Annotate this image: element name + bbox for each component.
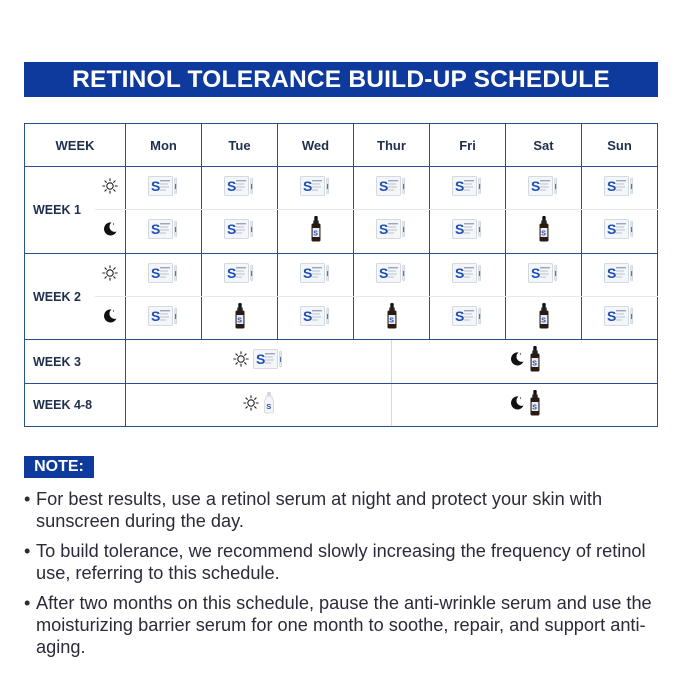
week-2-fri-night: [430, 297, 506, 340]
notes-list: [24, 488, 664, 666]
week-2-label: WEEK 2: [25, 254, 95, 340]
week-1-sat-night: [506, 210, 582, 254]
day-header-sun: Sun: [582, 124, 658, 167]
day-header-wed: Wed: [278, 124, 354, 167]
serum-bottle-icon: [234, 303, 246, 334]
svg-text:S: S: [150, 264, 160, 281]
week-1-thur-night: [354, 210, 430, 254]
svg-text:S: S: [531, 360, 537, 368]
day-header-fri: Fri: [430, 124, 506, 167]
svg-text:S: S: [606, 264, 616, 281]
week-4-8-routine: [126, 384, 658, 427]
sachet-icon: [604, 306, 636, 331]
week-2-sun-night: [582, 297, 658, 340]
week-1-night-row: [25, 210, 658, 254]
svg-text:S: S: [530, 177, 540, 194]
svg-text:S: S: [265, 401, 271, 411]
sachet-icon: [528, 176, 560, 201]
list-item: • For best results, use a retinol serum at night and protect your skin with sunscreen during the day.: [24, 489, 603, 531]
sun-icon-cell: [95, 254, 126, 297]
day-header-thur: Thur: [354, 124, 430, 167]
sachet-icon: [148, 176, 180, 201]
svg-text:S: S: [454, 307, 464, 324]
week-3-day-product: [253, 349, 285, 374]
week-1-wed-day: [278, 167, 354, 210]
sachet-icon: [376, 263, 408, 288]
svg-text:S: S: [540, 230, 546, 238]
week-4-8-night: [392, 384, 657, 426]
week-2-night-row: [25, 297, 658, 340]
week-3-night: [392, 340, 657, 383]
week-1-tue-night: [202, 210, 278, 254]
week-2-thur-day: [354, 254, 430, 297]
svg-text:S: S: [540, 317, 546, 324]
week-3-label: WEEK 3: [25, 340, 126, 384]
week-1-mon-day: [126, 167, 202, 210]
svg-text:S: S: [454, 177, 464, 194]
week-4-8-night-product: [529, 390, 541, 421]
week-1-sun-day: [582, 167, 658, 210]
sachet-icon: [452, 219, 484, 244]
sachet-icon: [224, 219, 256, 244]
week-3-row: [25, 340, 658, 384]
sachet-icon: [452, 176, 484, 201]
sachet-icon: [253, 349, 285, 374]
svg-text:S: S: [606, 177, 616, 194]
week-2-tue-night: [202, 297, 278, 340]
svg-text:S: S: [226, 264, 236, 281]
week-4-8-row: [25, 384, 658, 427]
week-3-day: [126, 340, 392, 383]
serum-bottle-icon: [529, 390, 541, 421]
sachet-icon: [604, 176, 636, 201]
svg-text:S: S: [150, 307, 160, 324]
moon-icon: [102, 221, 118, 242]
sachet-icon: [148, 306, 180, 331]
week-2-sat-day: [506, 254, 582, 297]
svg-text:S: S: [531, 404, 537, 411]
sachet-icon: [376, 219, 408, 244]
sachet-icon: [148, 263, 180, 288]
header-row: [25, 124, 658, 167]
week-1-mon-night: [126, 210, 202, 254]
week-2-mon-night: [126, 297, 202, 340]
sachet-icon: [528, 263, 560, 288]
week-2-tue-day: [202, 254, 278, 297]
svg-text:S: S: [454, 264, 464, 281]
sachet-icon: [148, 219, 180, 244]
week-2-sun-day: [582, 254, 658, 297]
moon-icon: [509, 351, 525, 372]
svg-text:S: S: [150, 221, 160, 237]
svg-text:S: S: [388, 317, 394, 324]
week-4-8-day-product: [263, 392, 275, 419]
week-1-day-row: [25, 167, 658, 210]
list-item: • After two months on this schedule, pause the anti-wrinkle serum and use the moisturizing barrier serum for one month to soothe, repair, and support anti-aging.: [24, 593, 652, 657]
sachet-icon: [452, 263, 484, 288]
week-1-tue-day: [202, 167, 278, 210]
sachet-icon: [452, 306, 484, 331]
sun-icon: [243, 395, 259, 416]
svg-text:S: S: [226, 177, 236, 194]
sachet-icon: [604, 263, 636, 288]
sun-icon-cell: [95, 167, 126, 210]
small-bottle-icon: [263, 392, 275, 419]
list-item: • To build tolerance, we recommend slowly increasing the frequency of retinol use, referring to this schedule.: [24, 541, 646, 583]
week-header: WEEK: [25, 124, 126, 167]
week-1-sat-day: [506, 167, 582, 210]
svg-text:S: S: [378, 177, 388, 194]
svg-text:S: S: [312, 230, 318, 238]
svg-text:S: S: [530, 264, 540, 281]
sun-icon: [102, 178, 118, 199]
sachet-icon: [224, 263, 256, 288]
week-2-sat-night: [506, 297, 582, 340]
week-2-wed-day: [278, 254, 354, 297]
svg-text:S: S: [302, 307, 312, 324]
week-2-wed-night: [278, 297, 354, 340]
week-3-routine: [126, 340, 658, 384]
svg-text:S: S: [226, 221, 236, 237]
day-header-sat: Sat: [506, 124, 582, 167]
week-1-label: WEEK 1: [25, 167, 95, 254]
week-1-fri-day: [430, 167, 506, 210]
sachet-icon: [604, 219, 636, 244]
sachet-icon: [376, 176, 408, 201]
week-1-fri-night: [430, 210, 506, 254]
serum-bottle-icon: [529, 346, 541, 377]
svg-text:S: S: [606, 221, 616, 237]
moon-icon-cell: [95, 297, 126, 340]
week-3-night-product: [529, 346, 541, 377]
week-1-sun-night: [582, 210, 658, 254]
moon-icon-cell: [95, 210, 126, 254]
week-2-fri-day: [430, 254, 506, 297]
svg-text:S: S: [150, 177, 160, 194]
sachet-icon: [300, 263, 332, 288]
schedule-table: [24, 123, 658, 427]
svg-text:S: S: [255, 351, 265, 367]
day-header-tue: Tue: [202, 124, 278, 167]
week-2-day-row: [25, 254, 658, 297]
page-title: RETINOL TOLERANCE BUILD-UP SCHEDULE: [24, 62, 658, 97]
week-1-thur-day: [354, 167, 430, 210]
moon-icon: [509, 395, 525, 416]
week-4-8-label: WEEK 4-8: [25, 384, 126, 427]
sachet-icon: [300, 306, 332, 331]
serum-bottle-icon: [310, 216, 322, 247]
note-label: NOTE:: [24, 456, 94, 478]
sun-icon: [102, 265, 118, 286]
serum-bottle-icon: [538, 303, 550, 334]
svg-text:S: S: [378, 221, 388, 237]
svg-text:S: S: [302, 177, 312, 194]
svg-text:S: S: [606, 307, 616, 324]
week-4-8-day: [126, 384, 392, 426]
sachet-icon: [300, 176, 332, 201]
week-2-mon-day: [126, 254, 202, 297]
serum-bottle-icon: [386, 303, 398, 334]
moon-icon: [102, 308, 118, 329]
svg-text:S: S: [302, 264, 312, 281]
sachet-icon: [224, 176, 256, 201]
week-1-wed-night: [278, 210, 354, 254]
svg-text:S: S: [378, 264, 388, 281]
sun-icon: [233, 351, 249, 372]
week-2-thur-night: [354, 297, 430, 340]
serum-bottle-icon: [538, 216, 550, 247]
day-header-mon: Mon: [126, 124, 202, 167]
svg-text:S: S: [454, 221, 464, 237]
svg-text:S: S: [236, 317, 242, 324]
